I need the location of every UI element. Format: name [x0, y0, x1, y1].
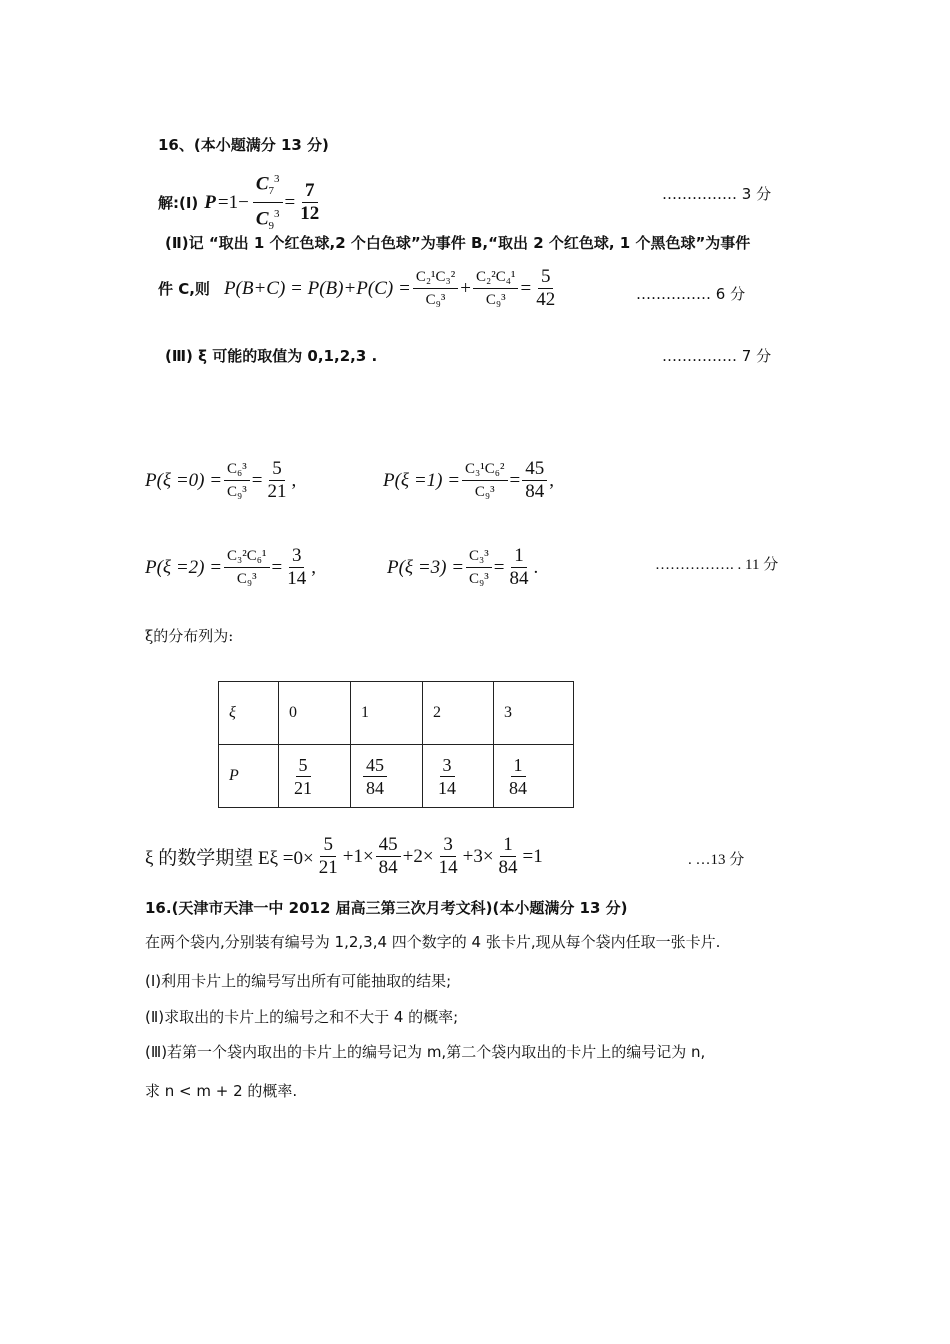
- distribution-label: ξ的分布列为:: [145, 627, 234, 645]
- expectation-equation: ξ 的数学期望 Eξ =0× $\frac{5}{21}$ +1× $\frac{45}{84}$ +2× $\frac{3}{14}$ +3× $\frac{1}{84}$ =1: [145, 834, 543, 878]
- part1-result: $\frac{7}{12}$: [300, 180, 320, 225]
- part2-result: $\frac{5}{42}$: [536, 266, 556, 310]
- part1-eq1: =1−: [217, 191, 249, 213]
- prob-xi-3: P(ξ =3) = $\frac{\text{C₃³}}{\text{C₉³}}$ = $\frac{1}{84}$ .: [387, 545, 539, 589]
- table-header-row: [219, 682, 574, 745]
- score-11: ……………. . 11 分: [655, 557, 779, 573]
- part2-equation: [158, 266, 560, 311]
- table-cell: $\frac{3}{14}$: [423, 745, 494, 808]
- part2-expr: P(B+C) = P(B)+P(C) =: [223, 277, 411, 299]
- problem-q3: (Ⅲ)若第一个袋内取出的卡片上的编号记为 m,第二个袋内取出的卡片上的编号记为 n,: [145, 1043, 706, 1061]
- table-cell: 3: [494, 682, 574, 745]
- part2-prefix: 件 C,则: [158, 280, 210, 298]
- table-cell: ξ: [219, 682, 279, 745]
- part2-score: …………… 6 分: [636, 285, 746, 303]
- part1-score: …………… 3 分: [662, 185, 772, 203]
- distribution-table: [218, 681, 574, 808]
- part3-score: …………… 7 分: [662, 347, 772, 365]
- problem-title: 16.(天津市天津一中 2012 届高三第三次月考文科)(本小题满分 13 分): [145, 899, 628, 917]
- part1-lhs: P: [204, 191, 216, 213]
- problem-q2: (Ⅱ)求取出的卡片上的编号之和不大于 4 的概率;: [145, 1008, 459, 1026]
- prob-xi-2: P(ξ =2) = $\frac{\text{C₃²C₆¹}}{\text{C₉³}}$ = $\frac{3}{14}$ ,: [145, 545, 316, 589]
- table-cell: $\frac{45}{84}$: [351, 745, 423, 808]
- table-cell: $\frac{1}{84}$: [494, 745, 574, 808]
- problem-intro: 在两个袋内,分别装有编号为 1,2,3,4 四个数字的 4 张卡片,现从每个袋内任取一张卡片.: [145, 933, 721, 951]
- part2-plus: +: [460, 277, 471, 299]
- problem-q1: (Ⅰ)利用卡片上的编号写出所有可能抽取的结果;: [145, 972, 452, 990]
- part2-eq: =: [520, 277, 532, 299]
- prob-xi-0: P(ξ =0) = $\frac{\text{C₆³}}{\text{C₉³}}$ = $\frac{5}{21}$ ,: [145, 458, 297, 502]
- table-cell: $\frac{5}{21}$: [279, 745, 351, 808]
- part1-equation: [158, 168, 324, 237]
- part1-eq2: =: [284, 191, 296, 213]
- score-13: . …13 分: [688, 852, 745, 868]
- table-cell: 0: [279, 682, 351, 745]
- part1-label: 解:(Ⅰ): [158, 194, 199, 213]
- table-cell: P: [219, 745, 279, 808]
- table-row: [219, 745, 574, 808]
- prob-xi-1: P(ξ =1) = $\frac{\text{C₃¹C₆²}}{\text{C₉³}}$ = $\frac{45}{84}$ ,: [383, 458, 554, 502]
- table-cell: 1: [351, 682, 423, 745]
- part3-text: (Ⅲ) ξ 可能的取值为 0,1,2,3 .: [165, 347, 378, 365]
- table-cell: 2: [423, 682, 494, 745]
- part2-line1: (Ⅱ)记 “取出 1 个红色球,2 个白色球”为事件 B,“取出 2 个红色球, 1 个黑色球”为事件: [165, 234, 751, 252]
- part2-frac1: $\frac{\text{C₂¹C₃²}}{\text{C₉³}}$: [413, 266, 458, 311]
- solution-header: 16、(本小题满分 13 分): [158, 136, 329, 154]
- problem-q4: 求 n < m + 2 的概率.: [145, 1082, 298, 1100]
- part1-fraction: $\frac{C_7^3}{C_9^3}$: [253, 168, 283, 237]
- part2-frac2: $\frac{\text{C₂²C₄¹}}{\text{C₉³}}$: [473, 266, 518, 311]
